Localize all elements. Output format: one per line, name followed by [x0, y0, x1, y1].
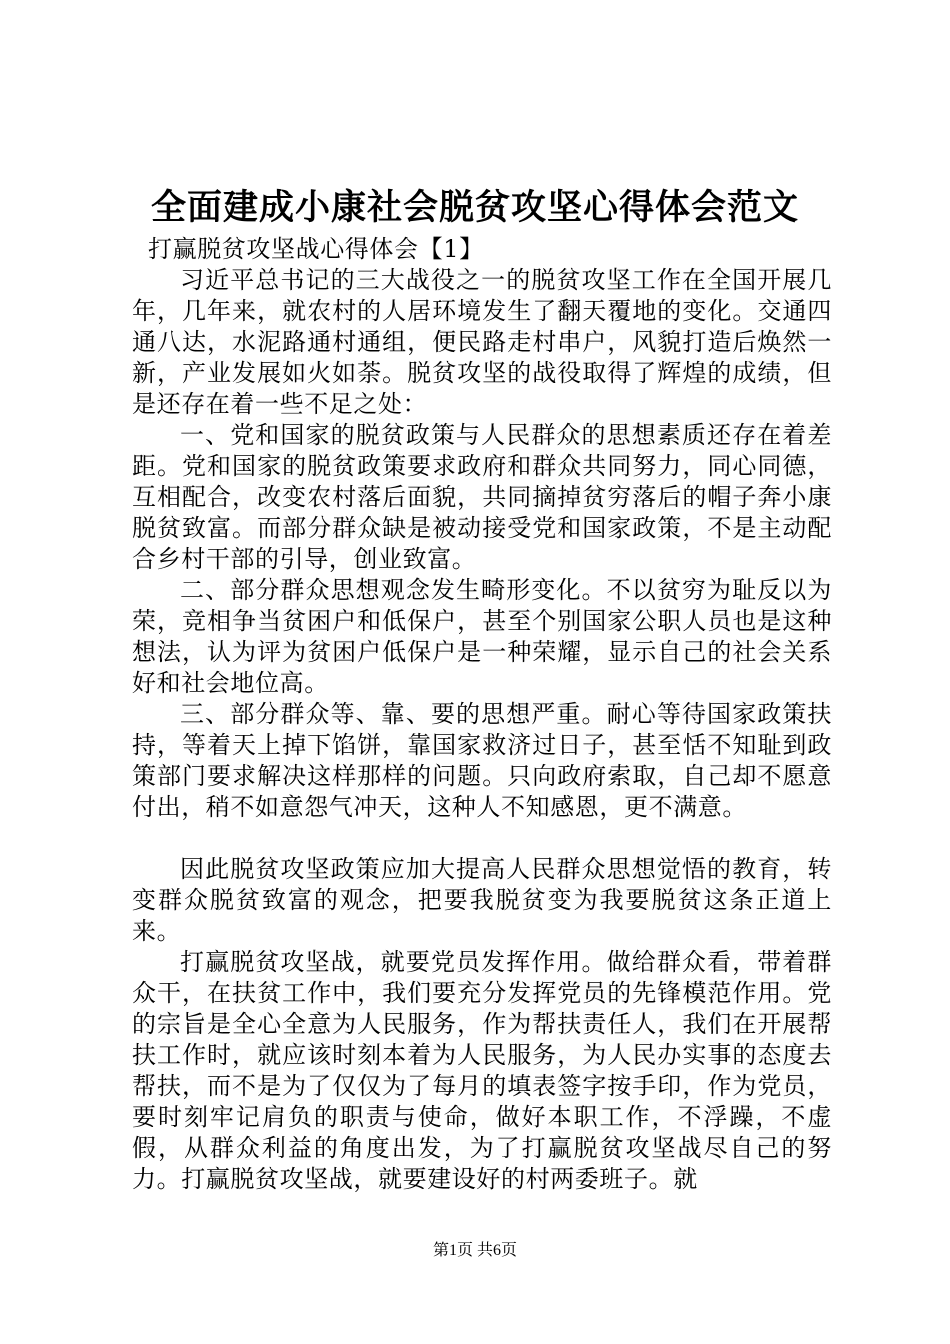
paragraph-intro: 习近平总书记的三大战役之一的脱贫攻坚工作在全国开展几年，几年来，就农村的人居环境发生了翻天覆地的变化。交通四通八达，水泥路通村通组，便民路走村串户，风貌打造后焕然一新，产业发展如火如荼。脱贫攻坚的战役取得了辉煌的成绩，但是还存在着一些不足之处： — [132, 266, 832, 418]
paragraph-conclusion: 因此脱贫攻坚政策应加大提高人民群众思想觉悟的教育，转变群众脱贫致富的观念，把要我脱贫变为我要脱贫这条正道上来。 — [132, 855, 832, 945]
document-body — [132, 234, 832, 1195]
paragraph-point-3: 三、部分群众等、靠、要的思想严重。耐心等待国家政策扶持，等着天上掉下馅饼，靠国家救济过日子，甚至恬不知耻到政策部门要求解决这样那样的问题。只向政府索取，自己却不愿意付出，稍不如意怨气冲天，这种人不知感恩，更不满意。 — [132, 700, 832, 821]
document-title: 全面建成小康社会脱贫攻坚心得体会范文 — [150, 187, 799, 228]
paragraph-party-role: 打赢脱贫攻坚战，就要党员发挥作用。做给群众看，带着群众干，在扶贫工作中，我们要充分发挥党员的先锋模范作用。党的宗旨是全心全意为人民服务，作为帮扶责任人，我们在开展帮扶工作时，就应该时刻本着为人民服务，为人民办实事的态度去帮扶，而不是为了仅仅为了每月的填表签字按手印，作为党员，要时刻牢记肩负的职责与使命，做好本职工作，不浮躁，不虚假，从群众利益的角度出发，为了打赢脱贫攻坚战尽自己的努力。打赢脱贫攻坚战，就要建设好的村两委班子。就 — [132, 948, 832, 1193]
section-subheading: 打赢脱贫攻坚战心得体会【1】 — [148, 235, 484, 263]
paragraph-point-2: 二、部分群众思想观念发生畸形变化。不以贫穷为耻反以为荣，竞相争当贫困户和低保户，甚至个别国家公职人员也是这种想法，认为评为贫困户低保户是一种荣耀，显示自己的社会关系好和社会地位高。 — [132, 576, 832, 697]
paragraph-point-1: 一、党和国家的脱贫政策与人民群众的思想素质还存在着差距。党和国家的脱贫政策要求政府和群众共同努力，同心同德，互相配合，改变农村落后面貌，共同摘掉贫穷落后的帽子奔小康脱贫致富。而部分群众缺是被动接受党和国家政策，不是主动配合乡村干部的引导，创业致富。 — [132, 421, 832, 573]
paragraph-spacer — [132, 823, 832, 854]
page-footer: 第1页 共6页 — [432, 1242, 517, 1259]
